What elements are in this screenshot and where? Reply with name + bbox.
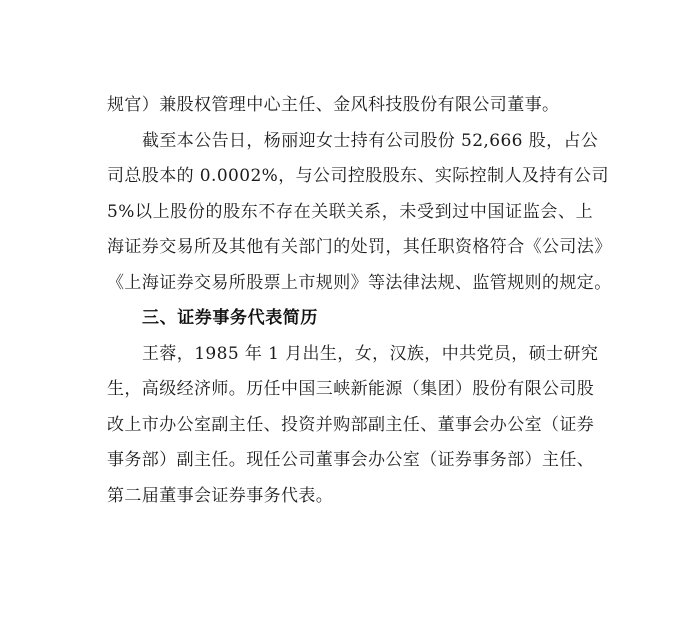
paragraph-shareholding xyxy=(107,124,612,302)
text-line: 生，高级经济师。历任中国三峡新能源（集团）股份有限公司股 xyxy=(107,379,595,399)
paragraph-continuation xyxy=(107,88,593,124)
text-line: 第二届董事会证券事务代表。 xyxy=(107,485,334,506)
paragraph-biography xyxy=(107,337,599,515)
text-line: 改上市办公室副主任、投资并购部副主任、董事会办公室（证券 xyxy=(107,414,595,435)
text-line: 《上海证券交易所股票上市规则》等法律法规、监管规则的规定。 xyxy=(107,272,612,293)
text-line: 王蓉，1985 年 1 月出生，女，汉族，中共党员，硕士研究 xyxy=(142,343,599,364)
text-line: 事务部）副主任。现任公司董事会办公室（证券事务部）主任、 xyxy=(107,450,595,470)
text-line: 5%以上股份的股东不存在关联关系，未受到过中国证监会、上 xyxy=(107,201,593,222)
text-line: 规官）兼股权管理中心主任、金风科技股份有限公司董事。 xyxy=(107,95,560,115)
section-heading: 三、证券事务代表简历 xyxy=(142,308,318,328)
text-line: 海证券交易所及其他有关部门的处罚，其任职资格符合《公司法》 xyxy=(107,237,612,257)
text-line: 截至本公告日，杨丽迎女士持有公司股份 52,666 股，占公 xyxy=(142,130,599,151)
document-body xyxy=(107,88,612,514)
text-line: 司总股本的 0.0002%，与公司控股股东、实际控制人及持有公司 xyxy=(107,166,609,186)
